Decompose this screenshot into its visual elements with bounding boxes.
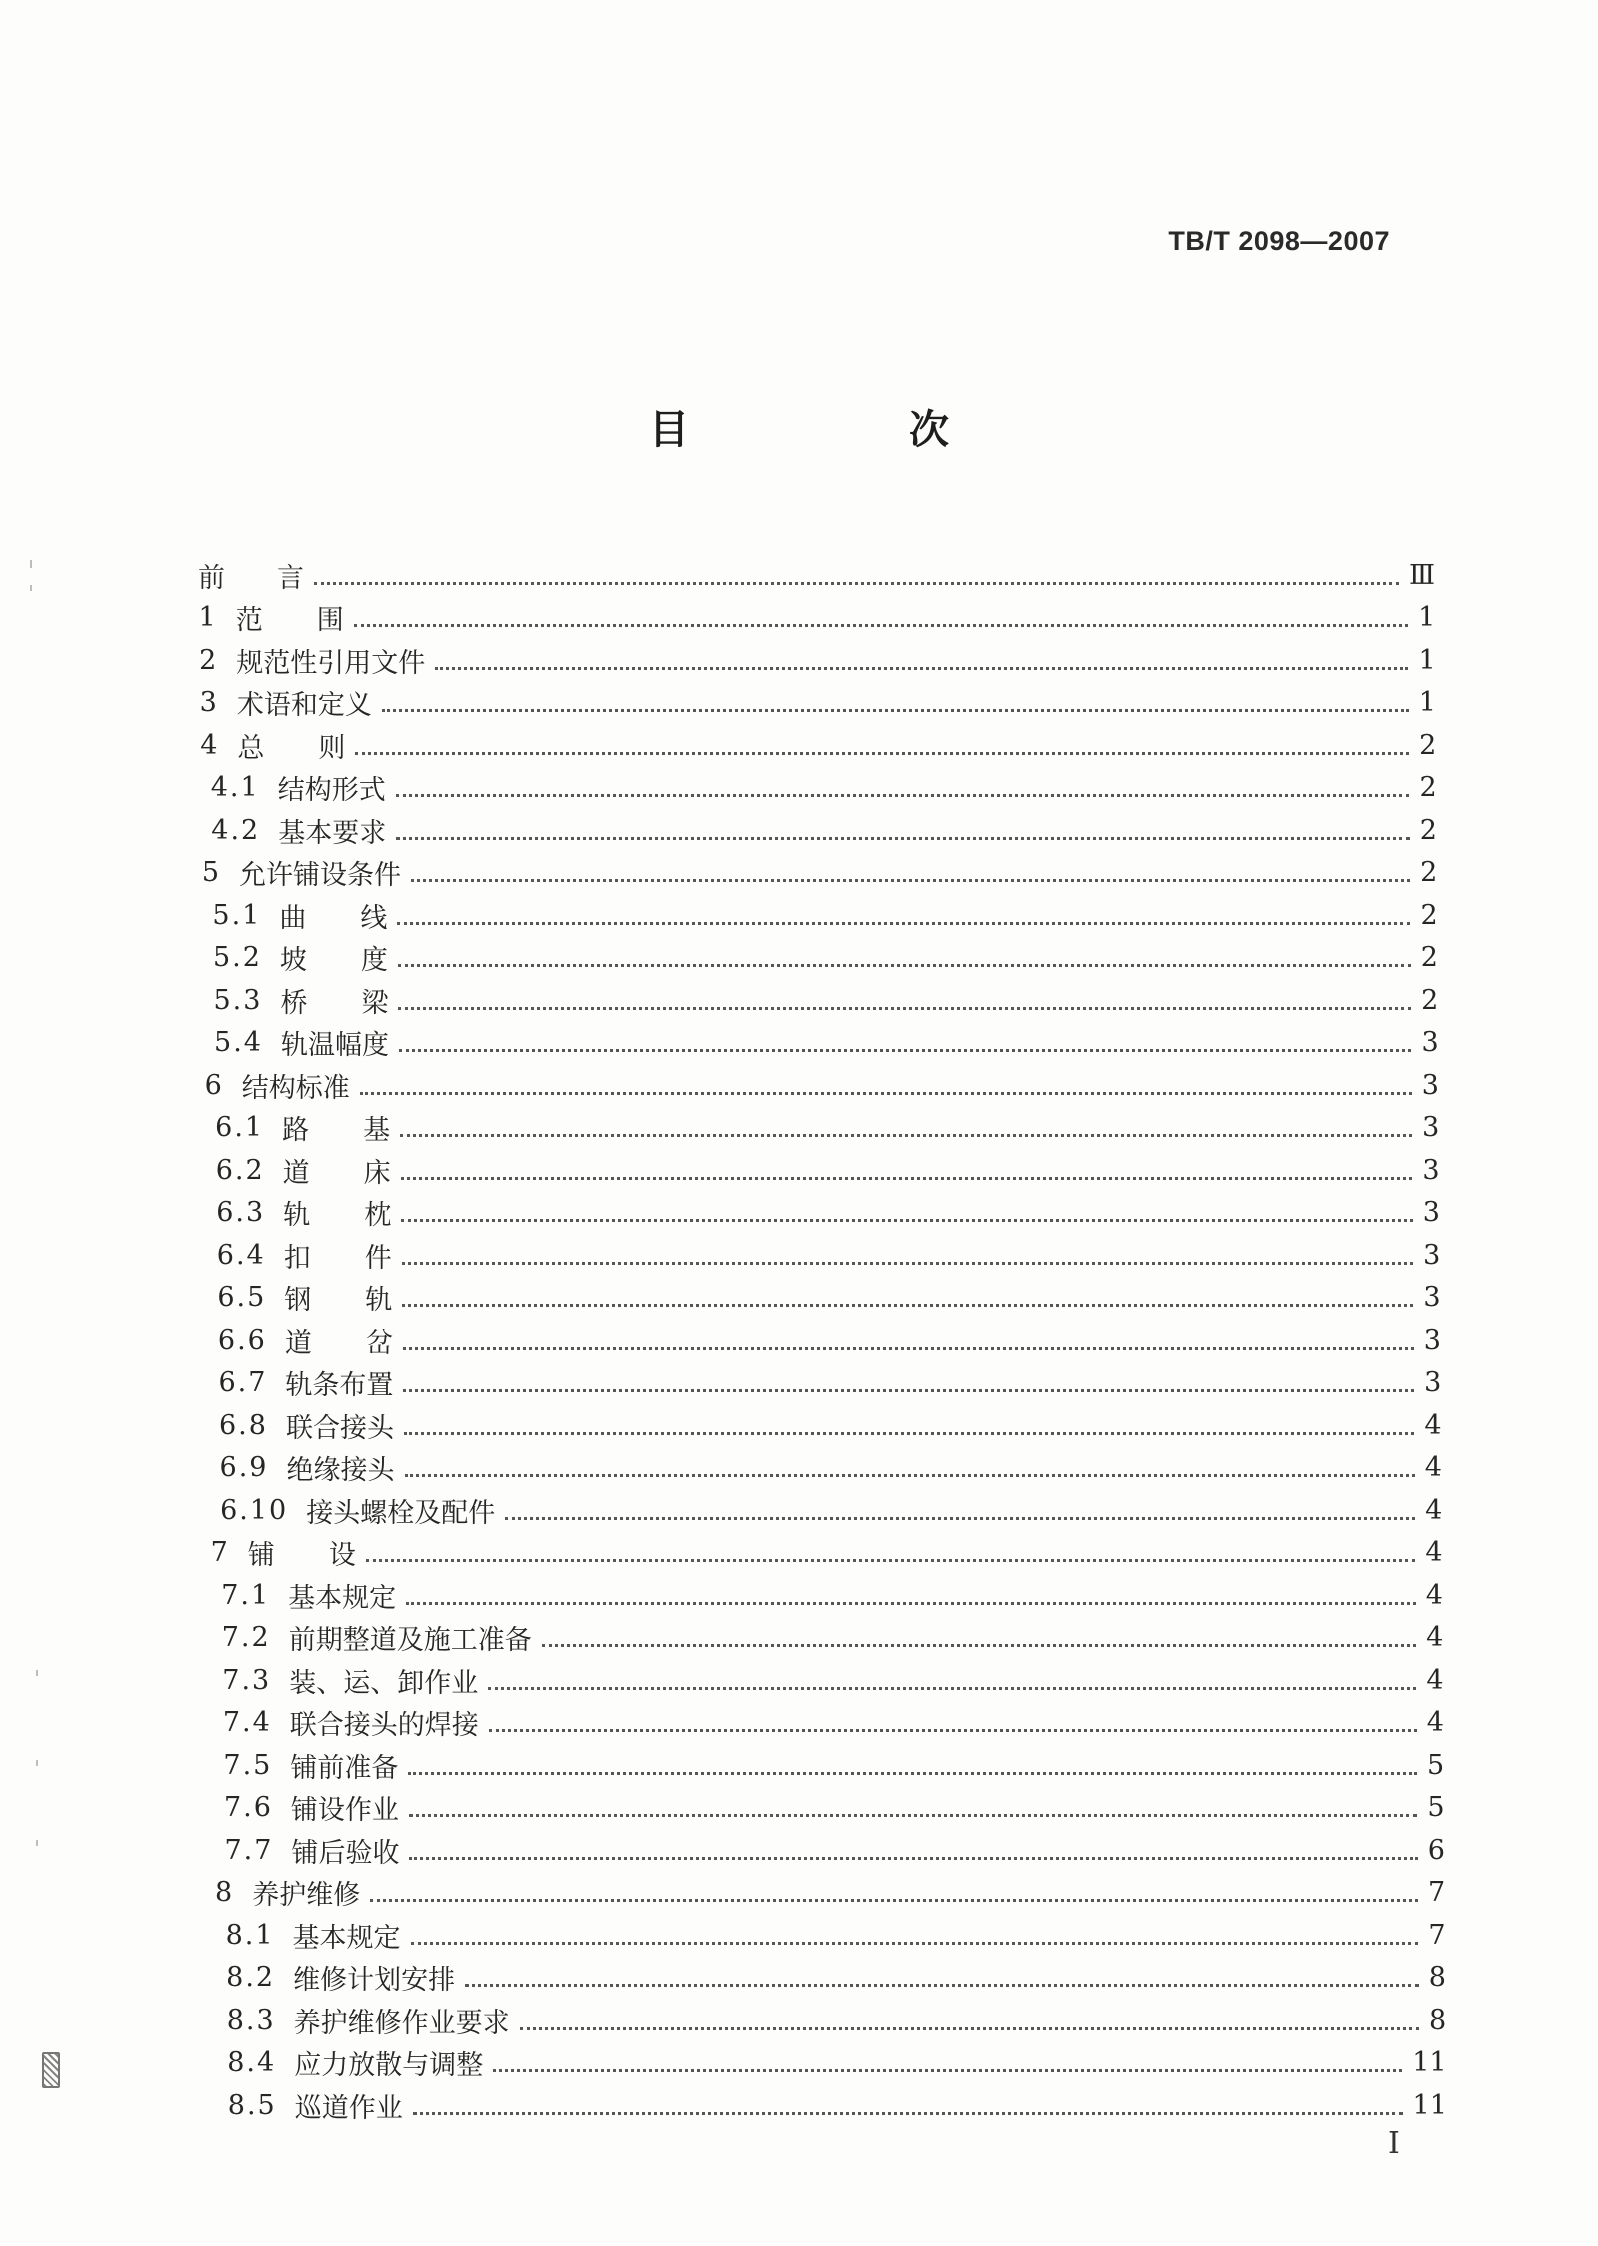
toc-entry-page: 4	[1426, 1622, 1444, 1653]
toc-entry-title: 装、运、卸作业	[289, 1667, 479, 1699]
toc-entry-title: 基本规定	[292, 1922, 401, 1954]
toc-entry-page: 4	[1424, 1409, 1442, 1441]
toc-entry	[199, 639, 1436, 681]
toc-entry-page: 2	[1420, 942, 1438, 973]
toc-entry	[223, 1744, 1444, 1786]
toc-entry-title: 巡道作业	[294, 2092, 403, 2124]
toc-entry-number: 7.2	[221, 1622, 271, 1653]
toc-entry-title: 道 岔	[284, 1327, 393, 1359]
toc-entry-page: 3	[1421, 1069, 1439, 1101]
toc-entry-title: 钢 轨	[284, 1285, 393, 1316]
toc-dot-leader	[409, 1853, 1417, 1860]
scan-mark	[36, 1840, 38, 1846]
toc-entry-number: 3	[199, 687, 219, 718]
toc-entry-page: 2	[1419, 814, 1437, 846]
toc-entry-number: 8.3	[226, 2004, 276, 2036]
toc-entry-page: 3	[1422, 1112, 1440, 1143]
toc-entry-page: 5	[1427, 1792, 1445, 1823]
toc-entry-page: 2	[1420, 857, 1438, 888]
toc-entry-title: 绝缘接头	[286, 1455, 395, 1486]
toc-entry-title: 范 围	[235, 605, 344, 636]
toc-entry-title: 铺前准备	[290, 1752, 399, 1784]
toc-entry-number: 8.5	[227, 2089, 277, 2121]
scan-mark	[30, 585, 32, 591]
toc-dot-leader	[405, 1470, 1415, 1477]
toc-dot-leader	[398, 1003, 1411, 1010]
toc-entry-number: 4.1	[210, 772, 260, 803]
toc-dot-leader	[489, 1725, 1417, 1732]
toc-dot-leader	[435, 663, 1408, 670]
scan-mark	[36, 1760, 38, 1766]
toc-entry-page: 2	[1420, 899, 1438, 931]
toc-entry	[222, 1659, 1443, 1701]
toc-dot-leader	[493, 2065, 1402, 2072]
toc-entry-title: 养护维修作业要求	[293, 2007, 510, 2039]
toc-entry	[221, 1574, 1443, 1616]
toc-entry-page: 5	[1427, 1749, 1445, 1781]
toc-entry-number: 6.9	[219, 1452, 269, 1483]
toc-entry-page: 1	[1418, 644, 1436, 676]
toc-entry	[226, 1914, 1446, 1956]
toc-entry	[214, 1022, 1439, 1064]
toc-entry-number: 4	[200, 729, 220, 761]
toc-entry-title: 基本要求	[278, 817, 387, 849]
toc-entry-page: 4	[1424, 1452, 1442, 1483]
toc-dot-leader	[542, 1640, 1416, 1647]
toc-entry-page: 3	[1423, 1282, 1441, 1313]
toc-entry-number: 6.3	[216, 1197, 266, 1228]
toc-dot-leader	[413, 2108, 1403, 2115]
toc-entry-title: 轨温幅度	[281, 1030, 389, 1061]
toc-entry	[217, 1234, 1440, 1276]
toc-dot-leader	[397, 918, 1410, 925]
toc-dot-leader	[314, 578, 1399, 585]
toc-entry-page: Ⅲ	[1408, 559, 1435, 591]
toc-entry-page: 3	[1422, 1197, 1440, 1228]
toc-entry	[202, 852, 1437, 894]
toc-entry-number: 7.3	[222, 1664, 272, 1696]
toc-entry-title: 轨 枕	[283, 1200, 392, 1231]
toc-dot-leader	[400, 1130, 1412, 1137]
toc-entry-page: 3	[1421, 1027, 1439, 1058]
toc-entry-title: 接头螺栓及配件	[306, 1497, 496, 1529]
toc-entry-page: 4	[1425, 1579, 1443, 1611]
toc-entry-number: 8.4	[227, 2047, 277, 2078]
toc-entry-number: 6.10	[220, 1494, 289, 1526]
toc-entry-page: 3	[1423, 1324, 1441, 1356]
toc-entry-page: 8	[1428, 1962, 1446, 1993]
toc-dot-leader	[402, 1300, 1413, 1307]
binding-mark-icon	[42, 2052, 60, 2088]
toc-entry	[228, 2084, 1447, 2126]
toc-dot-leader	[401, 1173, 1413, 1180]
toc-entry-title: 铺设作业	[290, 1795, 399, 1826]
toc-entry-page: 4	[1426, 1707, 1444, 1738]
toc-dot-leader	[396, 790, 1410, 797]
toc-dot-leader	[409, 1810, 1417, 1817]
toc-entry	[227, 2042, 1446, 2084]
toc-dot-leader	[355, 748, 1409, 755]
toc-entry	[199, 597, 1436, 639]
toc-entry	[216, 1149, 1440, 1191]
toc-dot-leader	[520, 2023, 1419, 2030]
toc-entry	[211, 809, 1437, 851]
toc-dot-leader	[360, 1088, 1412, 1095]
toc-entry-number: 5	[201, 857, 222, 888]
toc-dot-leader	[404, 1428, 1414, 1435]
toc-dot-leader	[406, 1598, 1416, 1605]
toc-entry-number: 1	[198, 602, 218, 633]
toc-entry	[227, 1999, 1447, 2041]
toc-entry-number: 4.2	[211, 814, 261, 846]
toc-entry-number: 6.8	[219, 1409, 268, 1441]
toc-entry-title: 总 则	[237, 732, 346, 764]
toc-entry	[219, 1404, 1442, 1446]
toc-entry	[224, 1787, 1445, 1829]
toc-entry-title: 曲 线	[279, 902, 388, 934]
toc-entry-page: 7	[1428, 1919, 1446, 1951]
toc-dot-leader	[402, 1258, 1413, 1265]
page-number: I	[1388, 2126, 1400, 2161]
toc-entry-page: 1	[1418, 687, 1436, 718]
toc-entry-title: 联合接头的焊接	[289, 1710, 479, 1741]
toc-entry-title: 结构形式	[277, 775, 386, 806]
toc-entry-page: 2	[1419, 729, 1437, 761]
toc-entry-title: 养护维修	[252, 1880, 361, 1911]
toc-entry-title: 联合接头	[285, 1412, 394, 1444]
toc-entry-page: 6	[1427, 1834, 1445, 1866]
toc-entry-page: 4	[1426, 1664, 1444, 1696]
toc-dot-leader	[398, 960, 1411, 967]
toc-entry	[215, 1872, 1445, 1914]
toc-entry	[211, 1532, 1443, 1574]
toc-entry	[222, 1617, 1444, 1659]
toc-entry-number: 2	[199, 644, 219, 676]
toc-entry-title: 扣 件	[283, 1242, 392, 1274]
toc-entry-number: 5.4	[214, 1027, 263, 1058]
toc-entry-page: 8	[1429, 2004, 1447, 2036]
toc-entry-number: 5.1	[212, 899, 262, 931]
toc-entry-number: 6.7	[218, 1367, 268, 1398]
toc-entry-title: 结构标准	[241, 1072, 350, 1104]
standard-code: TB/T 2098—2007	[1168, 226, 1390, 256]
toc-entry	[216, 1192, 1440, 1234]
toc-entry	[205, 1064, 1439, 1106]
toc-entry	[223, 1702, 1444, 1744]
toc-dot-leader	[411, 1938, 1419, 1945]
toc-dot-leader	[401, 1215, 1413, 1222]
toc-entry-title: 铺后验收	[291, 1837, 400, 1869]
toc-dot-leader	[411, 875, 1410, 882]
toc-entry-page: 7	[1428, 1877, 1446, 1908]
toc-entry	[213, 937, 1438, 979]
toc-entry-page: 4	[1425, 1494, 1443, 1526]
toc-entry-number: 前	[198, 562, 227, 594]
toc-dot-leader	[403, 1343, 1414, 1350]
toc-dot-leader	[382, 705, 1409, 712]
toc-entry-number: 6.2	[215, 1154, 265, 1186]
toc-entry-number: 8.2	[226, 1962, 276, 1993]
toc-entry-title: 轨条布置	[285, 1370, 394, 1401]
toc-entry-page: 1	[1418, 602, 1436, 633]
toc-entry-page: 4	[1425, 1537, 1443, 1568]
toc-entry-number: 6.6	[217, 1324, 267, 1356]
toc-entry-number: 7.1	[221, 1579, 271, 1611]
toc-entry	[218, 1319, 1441, 1361]
toc-entry-number: 6.4	[216, 1239, 266, 1271]
toc-entry-title: 规范性引用文件	[236, 647, 426, 679]
toc-entry-title: 言	[277, 562, 304, 594]
toc-entry-number: 7.5	[223, 1749, 273, 1781]
toc-entry-number: 7.6	[223, 1792, 273, 1823]
scan-mark	[36, 1670, 38, 1676]
toc-dot-leader	[354, 620, 1408, 627]
toc-dot-leader	[465, 1980, 1419, 1987]
toc-entry-number: 6.5	[217, 1282, 267, 1313]
toc-entry	[218, 1362, 1441, 1404]
toc-entry-number: 7.4	[222, 1707, 272, 1738]
toc-dot-leader	[408, 1768, 1417, 1775]
toc-entry	[200, 724, 1436, 766]
page-title: 目 次	[649, 407, 1039, 453]
toc-dot-leader	[366, 1555, 1416, 1562]
toc-entry	[225, 1829, 1445, 1871]
toc-entry-title: 前期整道及施工准备	[288, 1625, 532, 1656]
toc-entry-title: 铺 设	[247, 1540, 356, 1571]
toc-entry	[198, 554, 1435, 596]
toc-entry	[220, 1447, 1442, 1489]
toc-dot-leader	[505, 1513, 1415, 1520]
toc-entry-title: 路 基	[282, 1115, 391, 1146]
toc-entry-page: 3	[1422, 1154, 1440, 1186]
toc-dot-leader	[370, 1895, 1418, 1902]
toc-entry-page: 2	[1421, 984, 1439, 1016]
toc-entry	[212, 894, 1437, 936]
toc-entry	[220, 1489, 1442, 1531]
toc-entry-number: 8	[215, 1877, 235, 1908]
toc-entry-title: 道 床	[282, 1157, 391, 1189]
toc-entry-number: 5.2	[212, 942, 262, 973]
toc-entry-page: 11	[1412, 2089, 1447, 2121]
toc-entry	[200, 682, 1436, 724]
toc-entry-title: 应力放散与调整	[294, 2050, 484, 2081]
toc-entry-title: 术语和定义	[236, 690, 372, 721]
toc-entry-title: 允许铺设条件	[239, 860, 402, 891]
scan-mark	[30, 560, 32, 568]
toc-entry-title: 坡 度	[279, 945, 388, 976]
toc-entry-page: 3	[1423, 1239, 1441, 1271]
toc-entry-page: 11	[1412, 2047, 1447, 2078]
toc-entry-title: 基本规定	[288, 1582, 397, 1614]
toc-entry-number: 6.1	[215, 1112, 265, 1143]
toc-dot-leader	[399, 1045, 1411, 1052]
toc-dot-leader	[396, 833, 1410, 840]
toc-entry-title: 维修计划安排	[293, 1965, 456, 1996]
toc-entry	[217, 1277, 1440, 1319]
toc-entry-title: 桥 梁	[280, 987, 389, 1019]
toc-entry-page: 2	[1419, 772, 1437, 803]
toc-entry-number: 5.3	[213, 984, 263, 1016]
toc-entry	[215, 1107, 1439, 1149]
toc-entry-number: 8.1	[225, 1919, 275, 1951]
toc-entry-page: 3	[1424, 1367, 1442, 1398]
toc-entry	[214, 979, 1439, 1021]
toc-dot-leader	[488, 1683, 1416, 1690]
toc-entry-number: 7.7	[224, 1834, 274, 1866]
toc-dot-leader	[403, 1385, 1414, 1392]
toc-entry	[226, 1957, 1446, 1999]
toc-entry	[211, 767, 1437, 809]
toc-entry-number: 6	[204, 1069, 224, 1101]
toc-entry-number: 7	[210, 1537, 230, 1568]
